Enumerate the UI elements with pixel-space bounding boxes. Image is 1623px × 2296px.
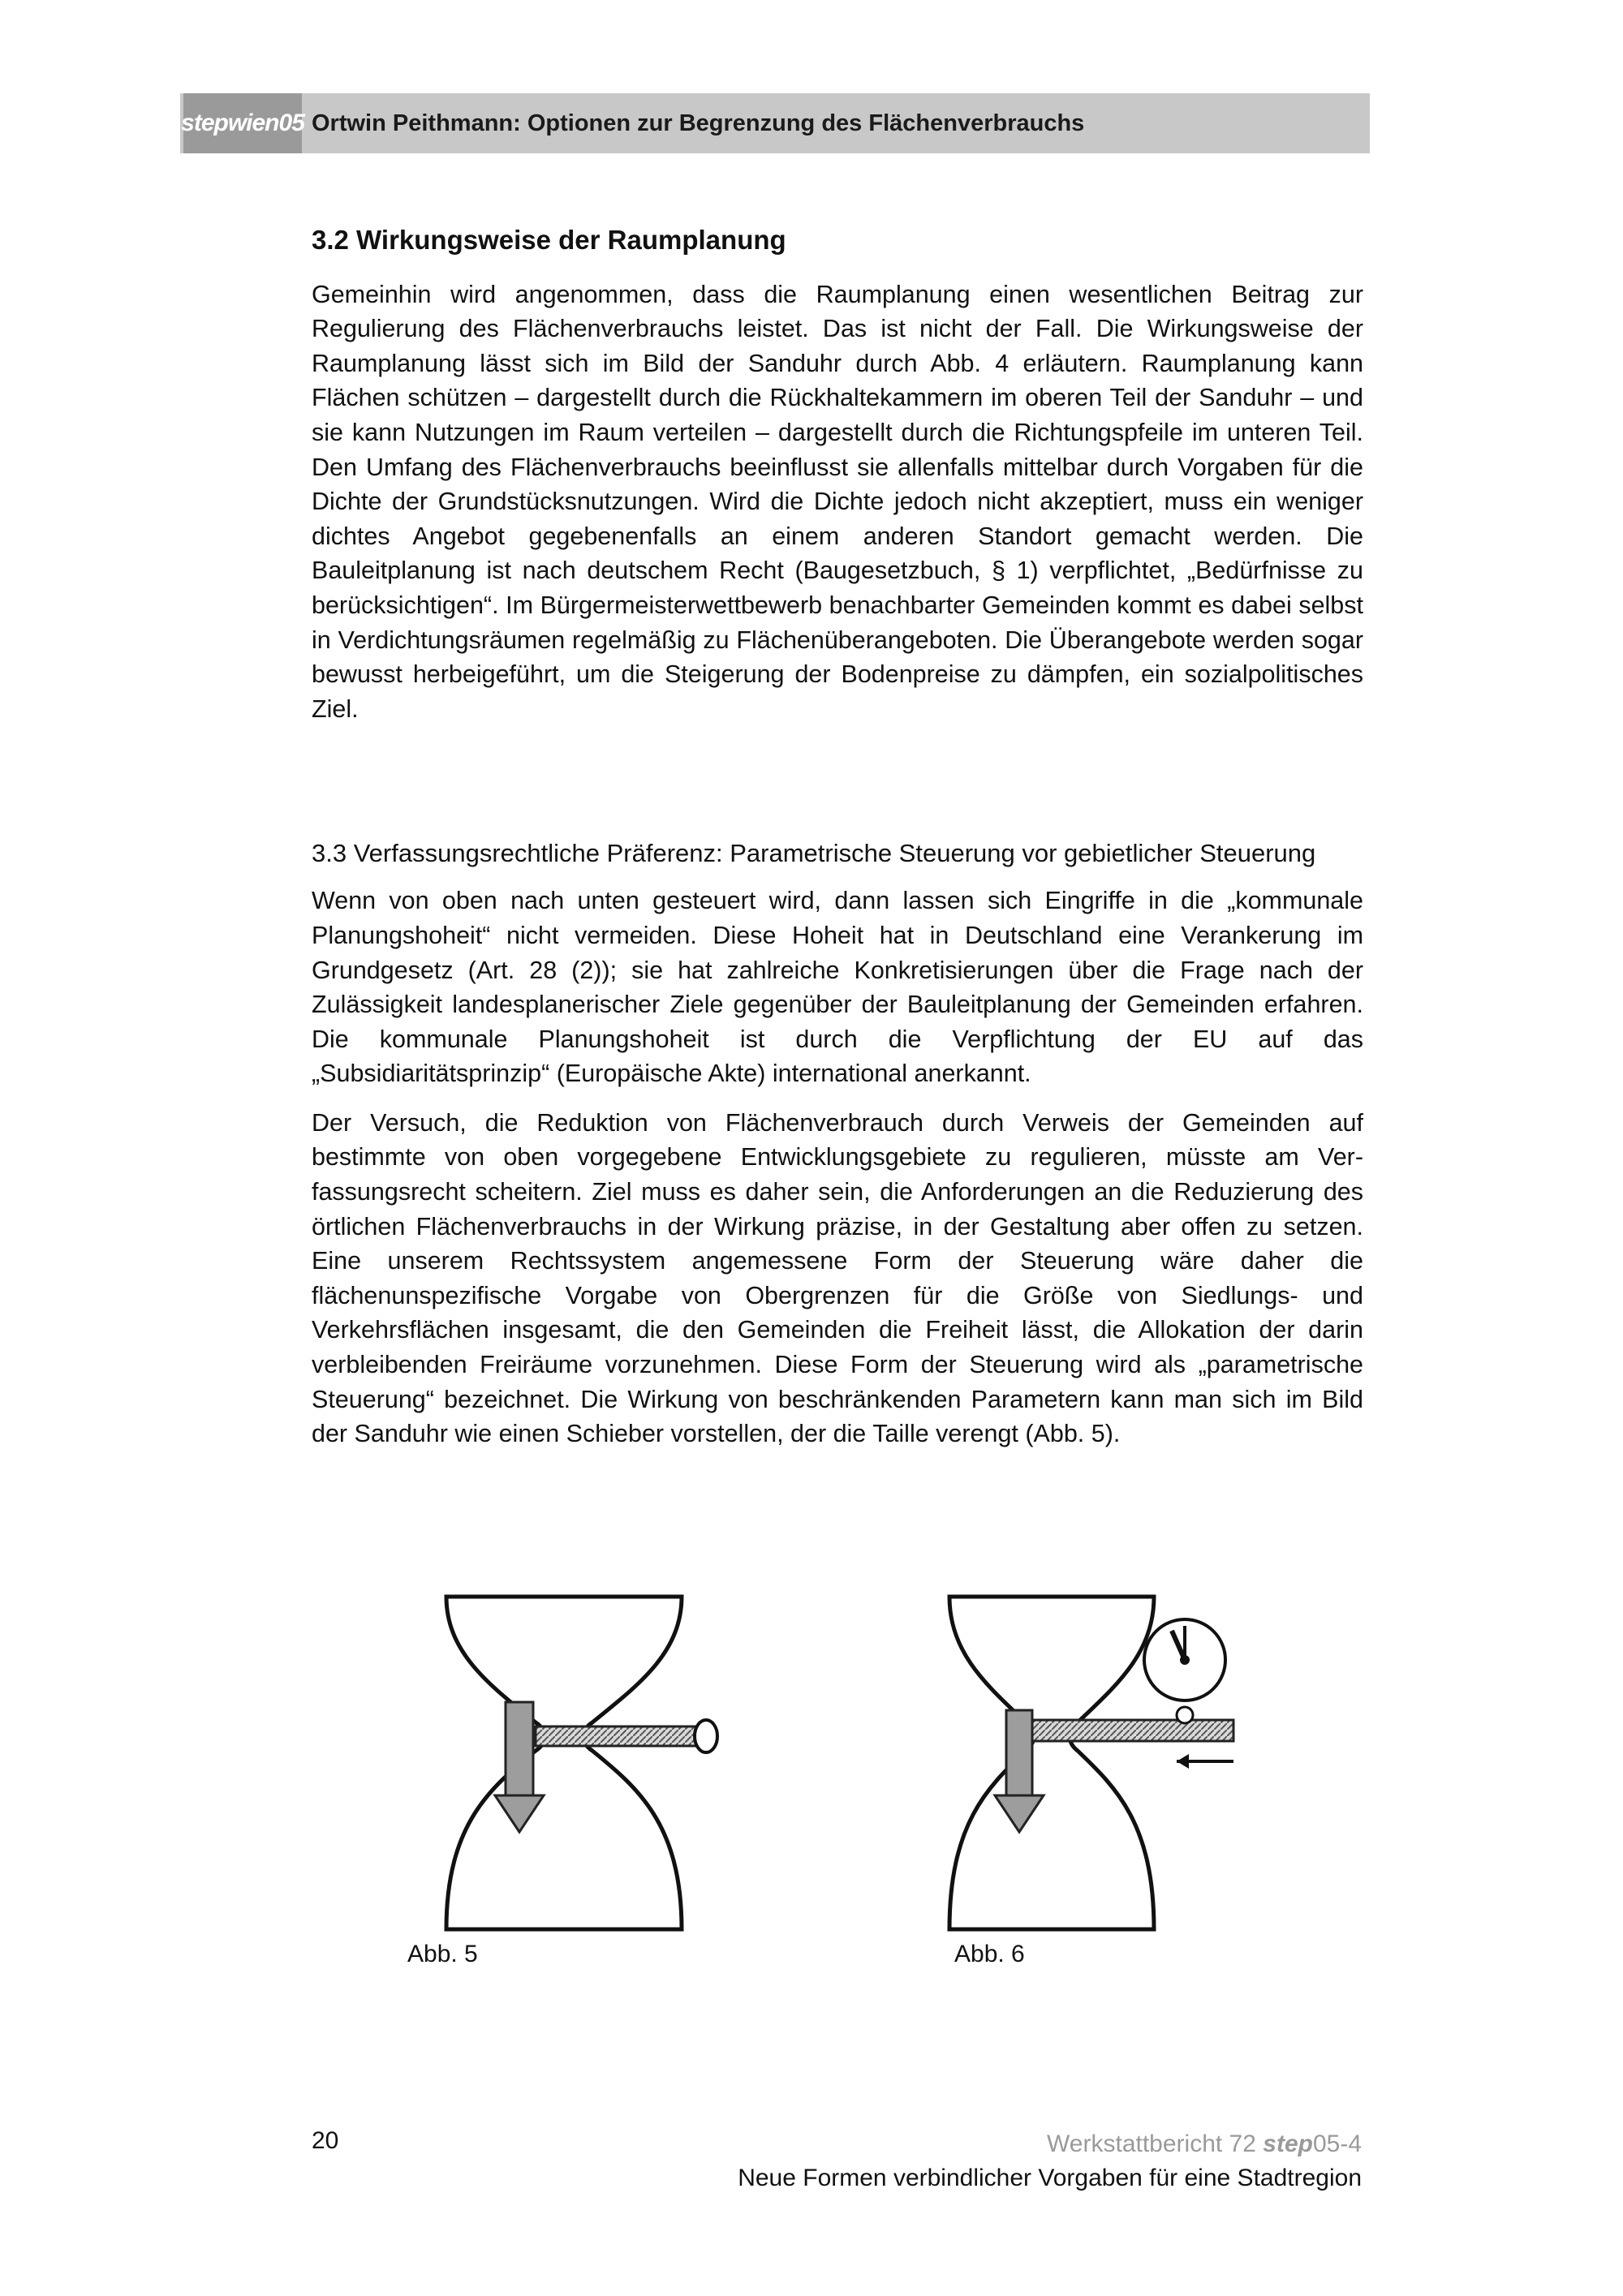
footer-series-code: step — [1263, 2130, 1313, 2157]
footer-subtitle: Neue Formen verbindlicher Vorgaben für eine Stadtregion — [738, 2165, 1362, 2191]
section-heading-3-3: 3.3 Verfassungsrechtliche Präferenz: Parametrische Steuerung vor gebietlicher Steuerung — [312, 839, 1316, 868]
figure-6-caption: Abb. 6 — [954, 1941, 1025, 1967]
slider-knob — [695, 1720, 717, 1752]
header-bar — [180, 93, 1370, 153]
section-3-2-paragraph: Gemeinhin wird angenommen, dass die Raumplanung einen wesentlichen Beitrag zur Regulierung des Flächenverbrauchs leistet. Das ist nicht der Fall. Die Wirkungsweise der Raumplanung lässt sich im Bild der Sanduhr durch Abb. 4 erläutern. Raumplanung kann Flächen schützen – dargestellt durch die Rückhaltekammern im oberen Teil der Sanduhr – und sie kann Nutzungen im Raum verteilen – dargestellt durch die Richtungspfeile im unteren Teil. Den Umfang des Flächenverbrauchs beeinflusst sie allenfalls mittelbar durch Vorgaben für die Dichte der Grundstücksnutzungen. Wird die Dichte jedoch nicht akzeptiert, muss ein weniger dichtes Angebot gegebenenfalls an einem anderen Standort gemacht werden. Die Bauleitplanung ist nach deutschem Recht (Baugesetzbuch, § 1) verpflichtet, „Bedürfnisse zu berücksichtigen“. Im Bürgermeisterwettbewerb benachbarter Gemeinden kommt es dabei selbst in Verdichtungsräumen regelmäßig zu Flächenüberangeboten. Die Überangebote werden sogar bewusst herbeigeführt, um die Steigerung der Bodenpreise zu dämpfen, ein sozialpolitisches Ziel. — [312, 280, 1363, 723]
figure-6-hourglass-clock — [941, 1580, 1250, 1946]
stepwien-logo — [183, 93, 302, 153]
section-3-3-paragraph-2: Der Versuch, die Reduktion von Flächenverbrauch durch Verweis der Gemeinden auf bestimmte von oben vorgegebene Entwicklungsgebiete zu regulieren, müsste am Verfassungsrecht scheitern. Ziel muss es daher sein, die Anforderungen an die Reduzierung des örtlichen Flächenverbrauchs in der Wirkung präzise, in der Gestaltung aber offen zu setzen. Eine unserem Rechtssystem angemessene Form der Steuerung wäre daher die flächenunspezifische Vorgabe von Obergrenzen für die Größe von Siedlungs- und Verkehrsflächen insgesamt, die den Gemeinden die Freiheit lässt, die Allokation der darin verbleibenden Freiräume vorzunehmen. Diese Form der Steuerung wird als „parametrische Steuerung“ bezeichnet. Die Wirkung von beschränkenden Parametern kann man sich im Bild der Sanduhr wie einen Schieber vorstellen, der die Taille verengt (Abb. 5). — [312, 1108, 1363, 1448]
gear-icon — [1177, 1707, 1193, 1723]
main-content — [312, 224, 1363, 1466]
figure-5-caption: Abb. 5 — [407, 1941, 478, 1967]
downward-arrow-shaft — [1006, 1710, 1032, 1799]
figures — [0, 1566, 1623, 1971]
logo-text: stepwien05 — [181, 110, 304, 136]
hourglass-outline — [446, 1597, 682, 1929]
footer-series — [738, 2127, 1362, 2161]
header-title: Ortwin Peithmann: Optionen zur Begrenzung des Flächenverbrauchs — [312, 110, 1085, 136]
footer-series-name: Werkstattbericht 72 — [1047, 2130, 1256, 2157]
section-3-3-paragraph-1: Wenn von oben nach unten gesteuert wird, dann lassen sich Eingriffe in die „kommunale Planungshoheit“ nicht vermeiden. Diese Hoheit hat in Deutschland eine Verankerung im Grundgesetz (Art. 28 (2)); sie hat zahlreiche Konkretisierungen über die Frage nach der Zulässigkeit landesplanerischer Ziele gegenüber der Bauleitplanung der Gemeinden erfahren. Die kommunale Planungshoheit ist durch die Verpflichtung der EU auf das „Subsidiaritätsprinzip“ (Europäische Akte) international anerkannt. — [312, 887, 1363, 1088]
page-number: 20 — [312, 2127, 339, 2154]
figure-5-hourglass-slider — [438, 1580, 730, 1946]
downward-arrow-shaft — [506, 1702, 533, 1799]
footer-info — [738, 2127, 1362, 2195]
hourglass-outline — [949, 1597, 1154, 1929]
section-heading-3-2: 3.2 Wirkungsweise der Raumplanung — [312, 225, 786, 255]
rack-bar — [1031, 1720, 1233, 1741]
slider-rod — [536, 1726, 698, 1746]
footer-series-suffix: 05-4 — [1312, 2130, 1362, 2157]
